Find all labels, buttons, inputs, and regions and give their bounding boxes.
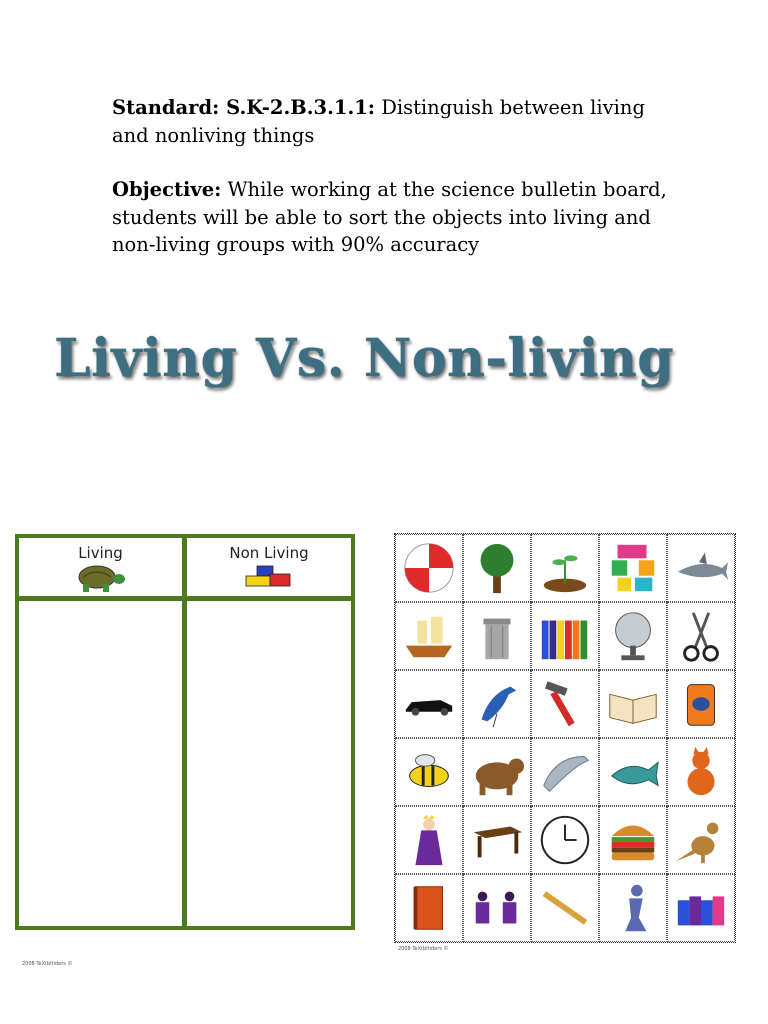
- sailing-ship-icon: [400, 607, 458, 665]
- picture-card[interactable]: [599, 534, 667, 602]
- non-living-column[interactable]: [187, 601, 351, 926]
- turtle-icon: [75, 562, 127, 594]
- picture-card[interactable]: [395, 534, 463, 602]
- objective-paragraph: [112, 176, 672, 259]
- picture-card[interactable]: [463, 602, 531, 670]
- picture-card[interactable]: [463, 738, 531, 806]
- living-header: [19, 538, 182, 596]
- bird-icon: [468, 675, 526, 733]
- chart-copyright: 2008 TeXtbItiders ©: [22, 961, 73, 967]
- hammer-icon: [536, 675, 594, 733]
- picture-grid: [394, 533, 736, 943]
- objective-label: Objective:: [112, 178, 222, 201]
- picture-card[interactable]: [667, 534, 735, 602]
- picture-card[interactable]: [667, 806, 735, 874]
- group-icon: [672, 879, 730, 937]
- people-icon: [468, 879, 526, 937]
- bee-icon: [400, 743, 458, 801]
- kangaroo-icon: [672, 811, 730, 869]
- table-icon: [468, 811, 526, 869]
- queen-icon: [400, 811, 458, 869]
- fish-icon: [604, 743, 662, 801]
- non-living-header: [187, 538, 351, 596]
- picture-card[interactable]: [395, 602, 463, 670]
- picture-card[interactable]: [599, 806, 667, 874]
- hamburger-icon: [604, 811, 662, 869]
- picture-card[interactable]: [395, 738, 463, 806]
- picture-card[interactable]: [599, 602, 667, 670]
- can-icon: [672, 675, 730, 733]
- toy-blocks-icon: [604, 539, 662, 597]
- car-icon: [400, 675, 458, 733]
- cat-icon: [672, 743, 730, 801]
- book-icon: [400, 879, 458, 937]
- sorting-chart: [15, 534, 355, 930]
- standard-text: Distinguish between living and nonliving things: [112, 96, 645, 147]
- page-title: Living Vs. Non-living: [54, 328, 675, 389]
- intro-text: [112, 94, 672, 259]
- picture-card[interactable]: [599, 874, 667, 942]
- clock-icon: [536, 811, 594, 869]
- sprouting-seed-icon: [536, 539, 594, 597]
- tree-icon: [468, 539, 526, 597]
- blocks-icon: [243, 564, 295, 590]
- non-living-header-label: Non Living: [229, 544, 309, 562]
- picture-card[interactable]: [531, 874, 599, 942]
- pencil-icon: [536, 879, 594, 937]
- picture-card[interactable]: [395, 806, 463, 874]
- standard-label: Standard: [112, 96, 213, 119]
- picture-card[interactable]: [599, 670, 667, 738]
- statue-icon: [604, 879, 662, 937]
- picture-card[interactable]: [463, 806, 531, 874]
- dolphin-icon: [536, 743, 594, 801]
- grid-copyright: 2008 TeXtbItiders ©: [398, 946, 449, 952]
- shark-icon: [672, 539, 730, 597]
- picture-card[interactable]: [395, 874, 463, 942]
- open-book-icon: [604, 675, 662, 733]
- picture-card[interactable]: [463, 534, 531, 602]
- standard-paragraph: Standard: S.K-2.B.3.1.1: Distinguish between living and nonliving things: [112, 96, 645, 147]
- trash-can-icon: [468, 607, 526, 665]
- standard-code: S.K-2.B.3.1.1:: [226, 96, 376, 119]
- picture-card[interactable]: [531, 806, 599, 874]
- picture-card[interactable]: [531, 602, 599, 670]
- living-column[interactable]: [19, 601, 182, 926]
- picture-card[interactable]: [667, 602, 735, 670]
- picture-card[interactable]: [667, 670, 735, 738]
- picture-card[interactable]: [531, 670, 599, 738]
- picture-card[interactable]: [395, 670, 463, 738]
- living-header-label: Living: [78, 544, 123, 562]
- picture-card[interactable]: [599, 738, 667, 806]
- picture-card[interactable]: [463, 670, 531, 738]
- scissors-icon: [672, 607, 730, 665]
- crayons-icon: [536, 607, 594, 665]
- picture-card[interactable]: [463, 874, 531, 942]
- fan-icon: [604, 607, 662, 665]
- beach-ball-icon: [400, 539, 458, 597]
- picture-card[interactable]: [531, 738, 599, 806]
- picture-card[interactable]: [531, 534, 599, 602]
- picture-card[interactable]: [667, 874, 735, 942]
- picture-card[interactable]: [667, 738, 735, 806]
- bear-icon: [468, 743, 526, 801]
- objective-text: While working at the science bulletin board, students will be able to sort the objects into living and non-living groups with 90% accuracy: [112, 178, 667, 256]
